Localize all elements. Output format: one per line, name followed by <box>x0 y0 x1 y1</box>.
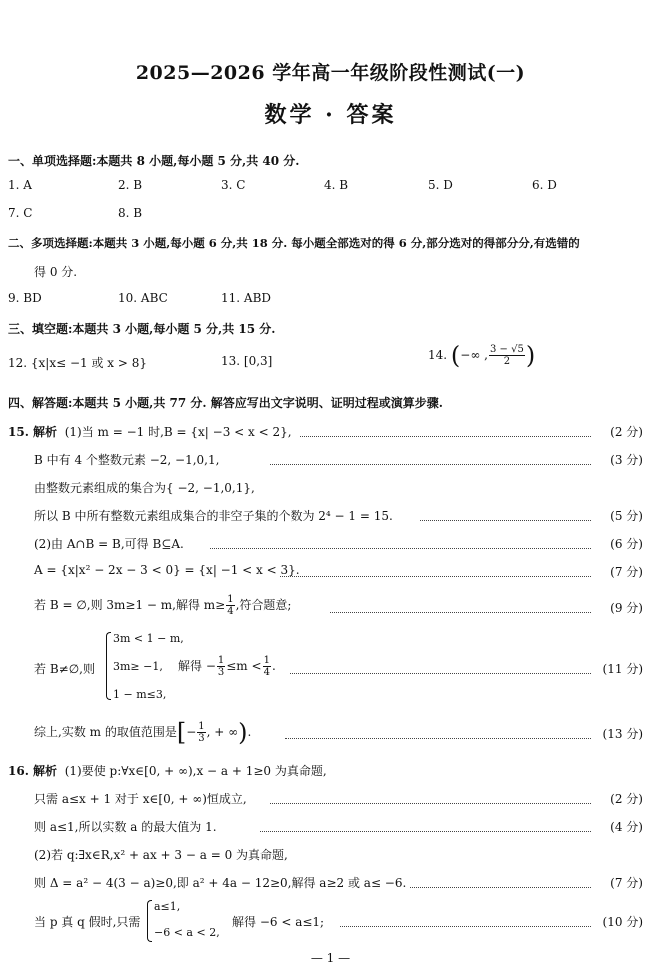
problem-15-line-1: 15. 解析 (1)当 m = −1 时,B = {x| −3 < x < 2}, <box>8 425 292 439</box>
score-16-2: (2 分) <box>610 792 643 806</box>
system-15-eq-3: 1 − m≤3, <box>113 688 167 701</box>
answer-14: 14. (−∞ , $\frac{3 - √5}{2}$ ) <box>428 341 536 370</box>
problem-15-line-4: 所以 B 中所有整数元素组成集合的非空子集的个数为 2⁴ − 1 = 15. <box>34 509 393 523</box>
score-15-2: (3 分) <box>610 453 643 467</box>
system-16-eq-1: a≤1, <box>154 900 181 913</box>
score-16-6: (10 分) <box>602 915 643 929</box>
answer-12: 12. {x|x≤ −1 或 x > 8} <box>8 356 148 370</box>
answer-11: 11. ABD <box>221 291 272 305</box>
answer-6: 6. D <box>532 178 557 192</box>
answer-2: 2. B <box>118 178 143 192</box>
page-number: — 1 — <box>310 951 351 965</box>
system-15-eq-2: 3m≥ −1, <box>113 660 163 673</box>
problem-15-line-3: 由整数元素组成的集合为{ −2, −1,0,1}, <box>34 481 255 495</box>
problem-15-line-6: A = {x|x² − 2x − 3 < 0} = {x| −1 < x < 3}. <box>34 563 300 577</box>
problem-15-line-2: B 中有 4 个整数元素 −2, −1,0,1, <box>34 453 220 467</box>
problem-16-line-3: 则 a≤1,所以实数 a 的最大值为 1. <box>34 820 217 834</box>
score-16-5: (7 分) <box>610 876 643 890</box>
score-15-1: (2 分) <box>610 425 643 439</box>
answer-5: 5. D <box>428 178 453 192</box>
page-title: 2025—2026 学年高一年级阶段性测试(一) <box>135 62 526 84</box>
answer-4: 4. B <box>324 178 349 192</box>
answer-7: 7. C <box>8 206 33 220</box>
answer-3: 3. C <box>221 178 246 192</box>
answer-1: 1. A <box>8 178 32 192</box>
section-2-header: 二、多项选择题:本题共 3 小题,每小题 6 分,共 18 分. 每小题全部选对的得 6 分,部分选对的得部分分,有选错的 <box>8 236 580 250</box>
problem-16-line-6-prefix: 当 p 真 q 假时,只需 <box>34 915 141 929</box>
system-15-eq-1: 3m < 1 − m, <box>113 632 184 645</box>
system-16-eq-2: −6 < a < 2, <box>154 926 220 939</box>
problem-16-line-6-result: 解得 −6 < a≤1; <box>232 915 325 929</box>
score-15-7: (9 分) <box>610 601 643 615</box>
score-15-6: (7 分) <box>610 565 643 579</box>
section-2-header-cont: 得 0 分. <box>34 265 78 279</box>
problem-15-line-7: 若 B = ∅,则 3m≥1 − m,解得 m≥ $\frac{1}{4}$ ,符合题意; <box>34 594 292 617</box>
problem-16-line-2: 只需 a≤x + 1 对于 x∈[0, + ∞)恒成立, <box>34 792 247 806</box>
score-16-3: (4 分) <box>610 820 643 834</box>
section-3-header: 三、填空题:本题共 3 小题,每小题 5 分,共 15 分. <box>8 322 276 336</box>
problem-16-line-1: 16. 解析 (1)要使 p:∀x∈[0, + ∞),x − a + 1≥0 为真命题, <box>8 764 327 778</box>
score-15-4: (5 分) <box>610 509 643 523</box>
problem-16-line-5: 则 Δ = a² − 4(3 − a)≥0,即 a² + 4a − 12≥0,解得 a≥2 或 a≤ −6. <box>34 876 407 890</box>
section-4-header: 四、解答题:本题共 5 小题,共 77 分. 解答应写出文字说明、证明过程或演算步骤. <box>8 396 443 410</box>
answer-9: 9. BD <box>8 291 42 305</box>
answer-8: 8. B <box>118 206 143 220</box>
score-15-9: (13 分) <box>602 727 643 741</box>
section-1-header: 一、单项选择题:本题共 8 小题,每小题 5 分,共 40 分. <box>8 154 300 168</box>
page-subtitle: 数学 · 答案 <box>264 102 397 128</box>
answer-10: 10. ABC <box>118 291 168 305</box>
problem-15-line-9: 综上,实数 m 的取值范围是[− $\frac{1}{3}$ , + ∞). <box>34 718 252 747</box>
score-15-8: (11 分) <box>602 662 643 676</box>
problem-15-line-8-prefix: 若 B≠∅,则 <box>34 662 95 676</box>
problem-16-line-4: (2)若 q:∃x∈R,x² + ax + 3 − a = 0 为真命题, <box>34 848 288 862</box>
problem-15-line-5: (2)由 A∩B = B,可得 B⊆A. <box>34 537 184 551</box>
answer-13: 13. [0,3] <box>221 354 273 368</box>
score-15-5: (6 分) <box>610 537 643 551</box>
problem-15-line-8-result: 解得 − $\frac{1}{3}$ ≤m < $\frac{1}{4}$ . <box>178 655 276 678</box>
